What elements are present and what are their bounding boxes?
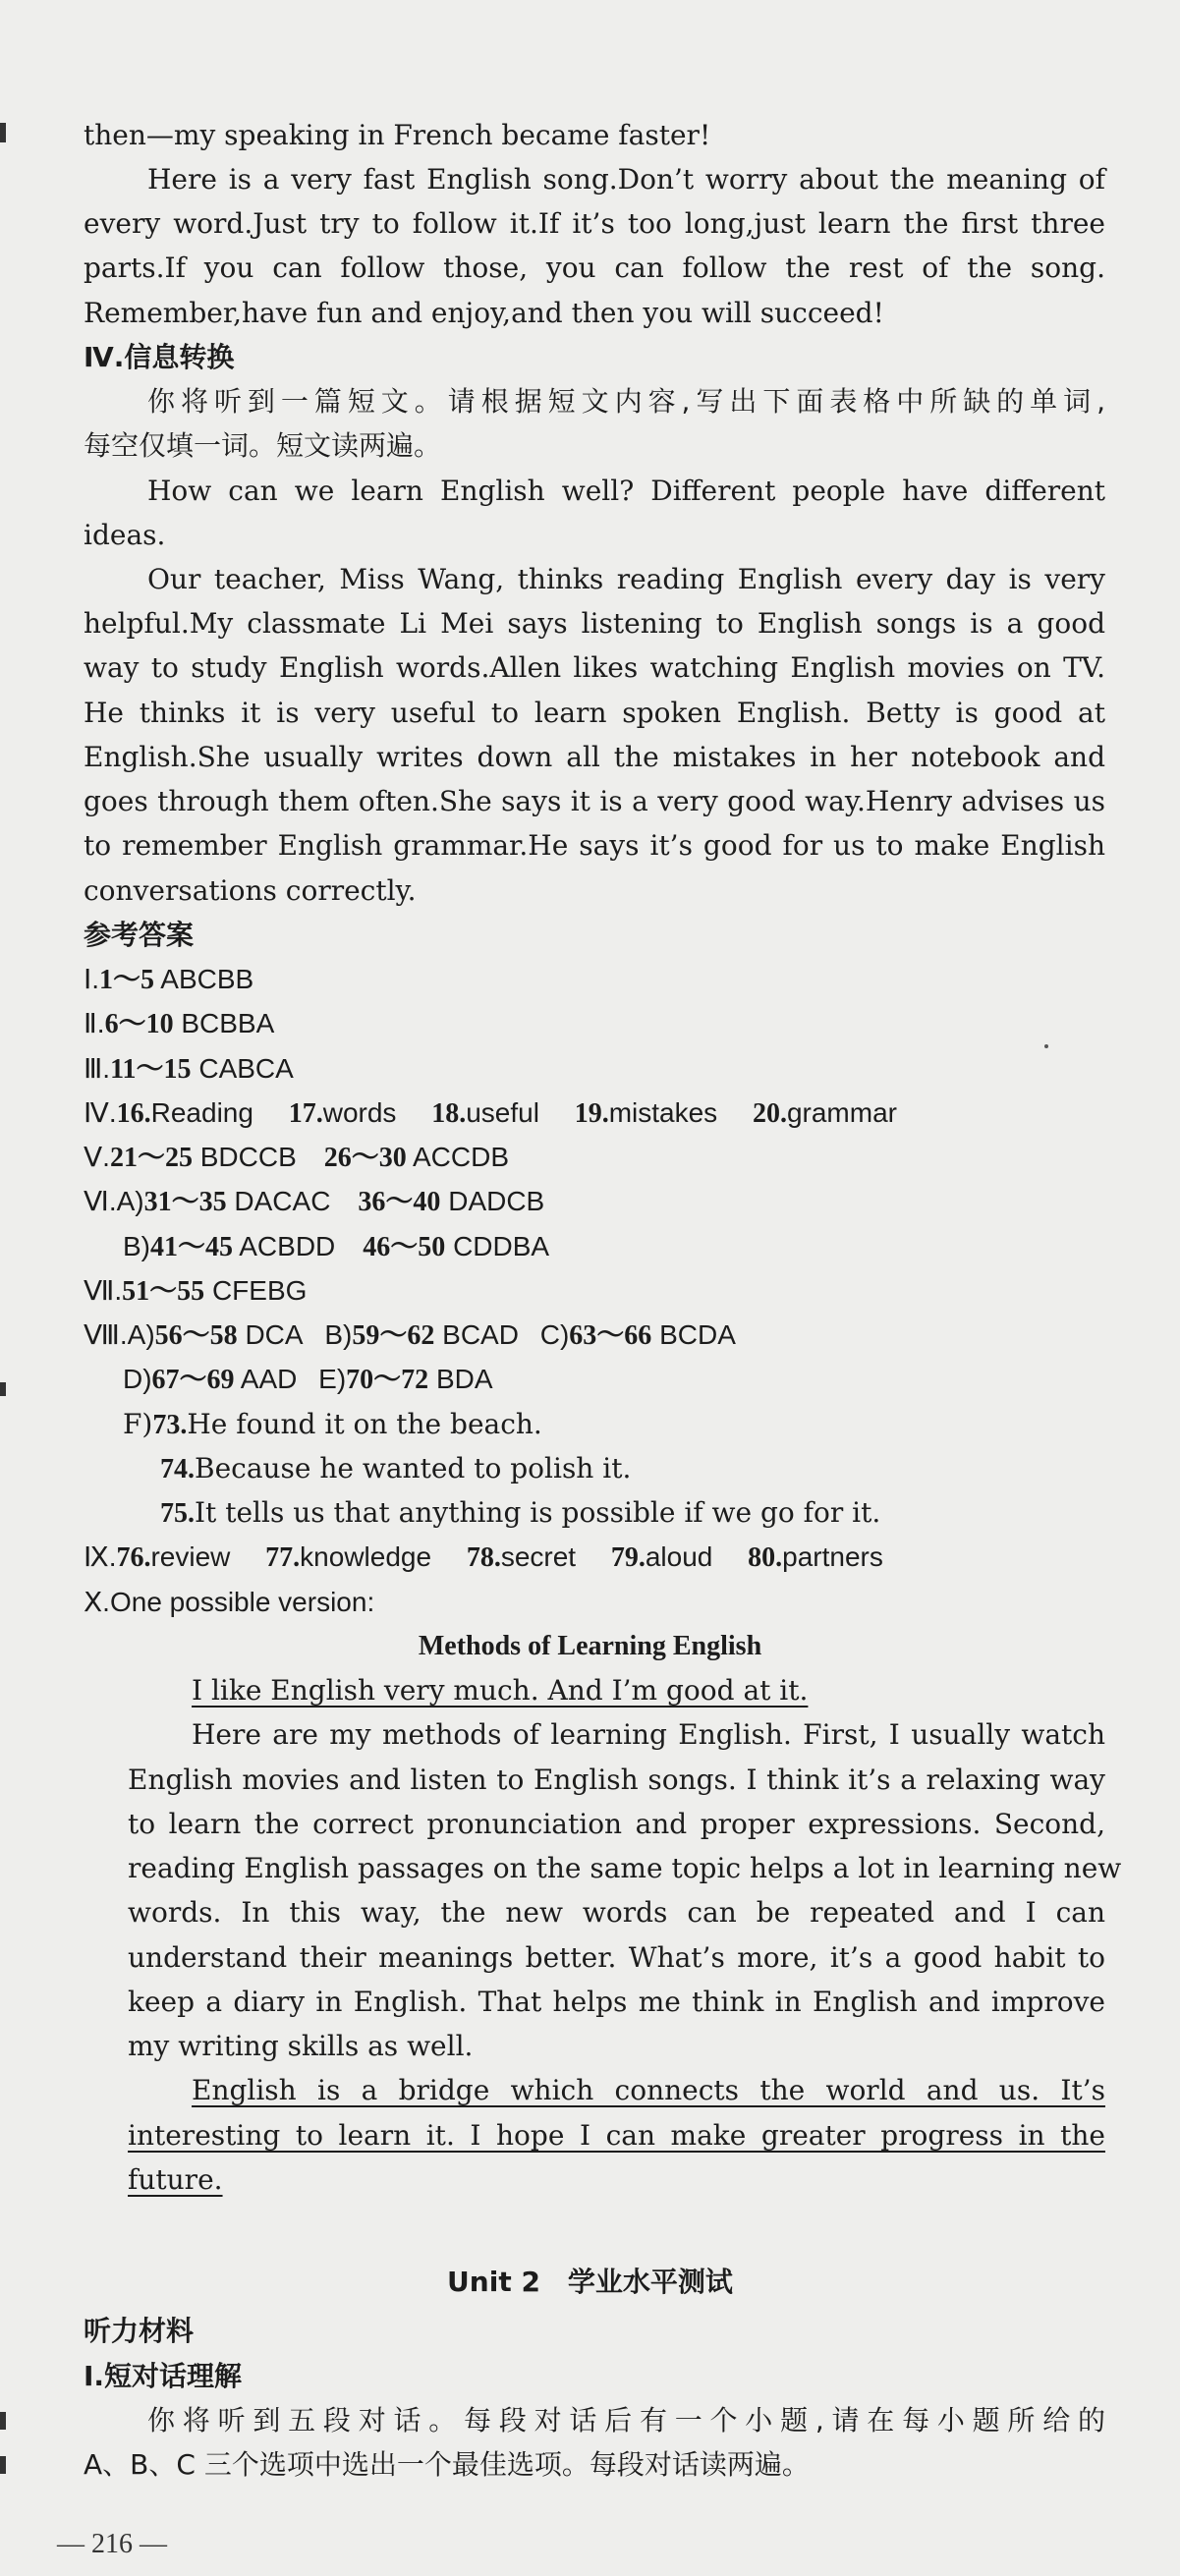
- instruction-line: A、B、C 三个选项中选出一个最佳选项。每段对话读两遍。: [84, 2448, 810, 2481]
- essay-line: Here are my methods of learning English. First, I usually watch: [192, 1718, 1105, 1751]
- instruction-line: 你将听到五段对话。每段对话后有一个小题,请在每小题所给的: [147, 2404, 1105, 2436]
- reading-line: parts.If you can follow those, you can follow the rest of the song.: [84, 252, 1105, 284]
- section-title: Ⅰ.短对话理解: [84, 2360, 243, 2392]
- passage-line: ideas.: [84, 519, 166, 551]
- essay-title: Methods of Learning English: [418, 1631, 762, 1661]
- answer-row-74: 74.Because he wanted to polish it.: [160, 1452, 632, 1484]
- listening-title: 听力材料: [84, 2315, 195, 2347]
- reading-line: every word.Just try to follow it.If it’s too long,just learn the first three: [84, 207, 1105, 240]
- essay-line: my writing skills as well.: [128, 2030, 474, 2062]
- answer-row-6b: B)41～45 ACBDD 46～50 CDDBA: [123, 1231, 550, 1262]
- reading-line: Remember,have fun and enjoy,and then you will succeed!: [84, 297, 884, 329]
- essay-closing: interesting to learn it. I hope I can make greater progress in the: [128, 2119, 1105, 2152]
- essay-line: words. In this way, the new words can be repeated and I can: [128, 1896, 1105, 1929]
- passage-line: How can we learn English well? Different people have different: [147, 475, 1105, 507]
- answer-row-1: Ⅰ.1～5 ABCBB: [84, 964, 254, 995]
- margin-mark: [0, 1382, 6, 1396]
- passage-line: to remember English grammar.He says it’s good for us to make English: [84, 829, 1105, 862]
- passage-line: He thinks it is very useful to learn spoken English. Betty is good at: [84, 697, 1105, 729]
- reading-line: Here is a very fast English song.Don’t worry about the meaning of: [147, 163, 1105, 196]
- essay-line: reading English passages on the same topic helps a lot in learning new: [128, 1852, 1122, 1884]
- reading-line: then—my speaking in French became faster!: [84, 119, 711, 151]
- passage-line: goes through them often.She says it is a very good way.Henry advises us: [84, 785, 1105, 817]
- passage-line: English.She usually writes down all the mistakes in her notebook and: [84, 741, 1105, 773]
- answer-row-3: Ⅲ.11～15 CABCA: [84, 1053, 294, 1085]
- passage-line: conversations correctly.: [84, 874, 417, 907]
- page-number: — 216 —: [57, 2529, 167, 2559]
- answer-row-8a: Ⅷ.A)56～58 DCA B)59～62 BCAD C)63～66 BCDA: [84, 1319, 736, 1351]
- passage-line: helpful.My classmate Li Mei says listening to English songs is a good: [84, 607, 1105, 640]
- answer-row-6a: Ⅵ.A)31～35 DACAC 36～40 DADCB: [84, 1186, 545, 1217]
- essay-line: English movies and listen to English songs. I think it’s a relaxing way: [128, 1764, 1105, 1796]
- essay-closing: English is a bridge which connects the world and us. It’s: [192, 2074, 1105, 2106]
- section-title: Ⅳ.信息转换: [84, 341, 235, 373]
- answer-row-2: Ⅱ.6～10 BCBBA: [84, 1008, 275, 1039]
- essay-line: keep a diary in English. That helps me think in English and improve: [128, 1986, 1105, 2018]
- answers-title: 参考答案: [84, 919, 195, 951]
- answer-row-4: Ⅳ.16.Reading 17.words 18.useful 19.mistakes 20.grammar: [84, 1097, 897, 1129]
- answer-row-8b: D)67～69 AAD E)70～72 BDA: [123, 1364, 493, 1395]
- answer-row-9: Ⅸ.76.review 77.knowledge 78.secret 79.aloud 80.partners: [84, 1541, 883, 1573]
- essay-opening: I like English very much. And I’m good at it.: [192, 1674, 809, 1707]
- passage-line: Our teacher, Miss Wang, thinks reading English every day is very: [147, 563, 1105, 595]
- essay-line: to learn the correct pronunciation and proper expressions. Second,: [128, 1808, 1105, 1840]
- answer-row-7: Ⅶ.51～55 CFEBG: [84, 1275, 308, 1307]
- passage-line: way to study English words.Allen likes watching English movies on TV.: [84, 651, 1105, 684]
- instruction-line: 你将听到一篇短文。请根据短文内容,写出下面表格中所缺的单词,: [147, 385, 1105, 418]
- answer-row-73: F)73.He found it on the beach.: [123, 1408, 542, 1440]
- instruction-line: 每空仅填一词。短文读两遍。: [84, 429, 442, 462]
- answer-row-75: 75.It tells us that anything is possible if we go for it.: [160, 1496, 881, 1529]
- essay-line: understand their meanings better. What’s more, it’s a good habit to: [128, 1941, 1105, 1974]
- answer-row-5: Ⅴ.21～25 BDCCB 26～30 ACCDB: [84, 1142, 510, 1173]
- margin-mark: [0, 2456, 6, 2474]
- answer-row-10: Ⅹ.One possible version:: [84, 1587, 375, 1617]
- margin-mark: [0, 123, 6, 142]
- margin-mark: [0, 2412, 6, 2430]
- essay-closing: future.: [128, 2163, 223, 2196]
- unit-title: Unit 2 学业水平测试: [447, 2266, 733, 2298]
